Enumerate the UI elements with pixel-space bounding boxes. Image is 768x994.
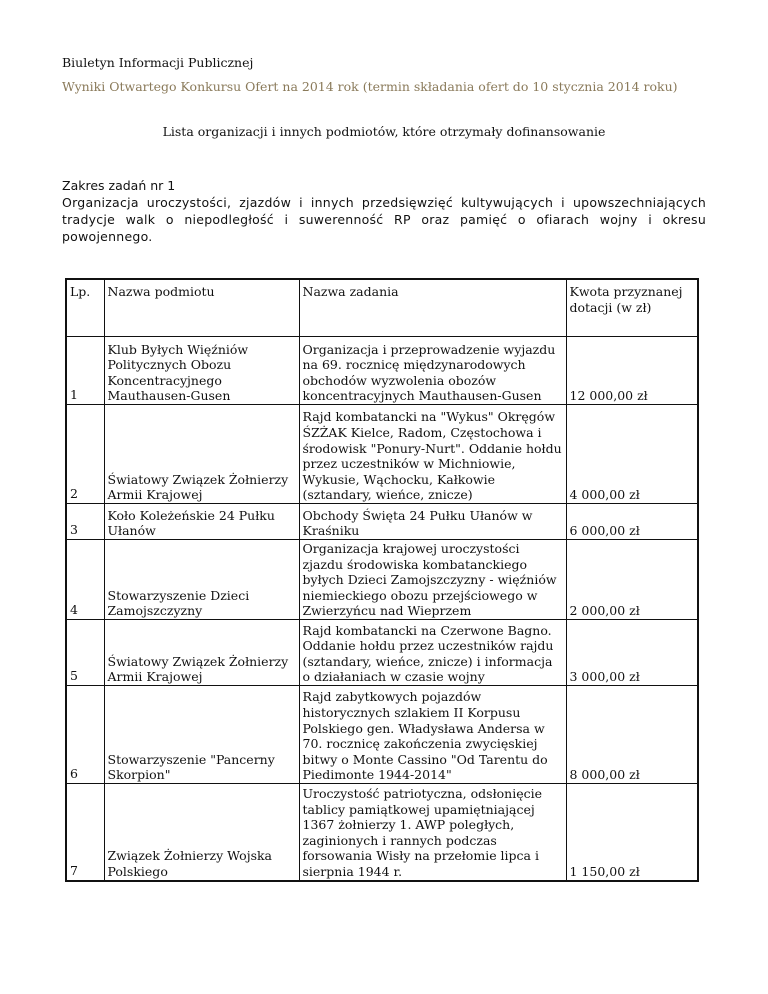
row-lp: 3 <box>66 504 104 540</box>
row-lp: 4 <box>66 540 104 620</box>
table-row <box>66 504 698 540</box>
header-task: Nazwa zadania <box>299 279 566 337</box>
row-amount: 8 000,00 zł <box>566 686 698 784</box>
row-amount: 4 000,00 zł <box>566 405 698 504</box>
row-entity: Stowarzyszenie "Pancerny Skorpion" <box>104 686 299 784</box>
row-task: Organizacja krajowej uroczystości zjazdu środowiska kombatanckiego byłych Dzieci Zamojszczyzny - więźniów niemieckiego obozu przejściowego w Zwierzyńcu nad Wieprzem <box>299 540 566 620</box>
table-header-row <box>66 279 698 337</box>
table-row <box>66 405 698 504</box>
row-entity: Klub Byłych Więźniów Politycznych Obozu Koncentracyjnego Mauthausen-Gusen <box>104 337 299 405</box>
row-lp: 5 <box>66 620 104 686</box>
scope-description: Organizacja uroczystości, zjazdów i innych przedsięwzięć kultywujących i upowszechniających tradycje walk o niepodległość i suwerenność RP oraz pamięć o ofiarach wojny i okresu powojennego. <box>62 195 706 244</box>
row-entity: Związek Żołnierzy Wojska Polskiego <box>104 784 299 881</box>
row-task: Organizacja i przeprowadzenie wyjazdu na 69. rocznicę międzynarodowych obchodów wyzwolenia obozów koncentracyjnych Mauthausen-Gusen <box>299 337 566 405</box>
header-lp: Lp. <box>66 279 104 337</box>
row-amount: 1 150,00 zł <box>566 784 698 881</box>
row-lp: 6 <box>66 686 104 784</box>
row-amount: 12 000,00 zł <box>566 337 698 405</box>
list-heading: Lista organizacji i innych podmiotów, które otrzymały dofinansowanie <box>162 124 606 139</box>
row-entity: Stowarzyszenie Dzieci Zamojszczyzny <box>104 540 299 620</box>
row-amount: 3 000,00 zł <box>566 620 698 686</box>
row-task: Uroczystość patriotyczna, odsłonięcie tablicy pamiątkowej upamiętniającej 1367 żołnierzy 1. AWP poległych, zaginionych i rannych podczas forsowania Wisły na przełomie lipca i sierpnia 1944 r. <box>299 784 566 881</box>
header-amount: Kwota przyznanej dotacji (w zł) <box>566 279 698 337</box>
row-amount: 2 000,00 zł <box>566 540 698 620</box>
row-entity: Koło Koleżeńskie 24 Pułku Ułanów <box>104 504 299 540</box>
row-lp: 2 <box>66 405 104 504</box>
table-row <box>66 337 698 405</box>
table-row <box>66 686 698 784</box>
row-lp: 1 <box>66 337 104 405</box>
row-task: Rajd zabytkowych pojazdów historycznych szlakiem II Korpusu Polskiego gen. Władysława Andersa w 70. rocznicę zakończenia zwycięskiej bitwy o Monte Cassino "Od Tarentu do Piedimonte 1944-2014" <box>299 686 566 784</box>
row-task: Rajd kombatancki na Czerwone Bagno. Oddanie hołdu przez uczestników rajdu (sztandary, wieńce, znicze) i informacja o działaniach w czasie wojny <box>299 620 566 686</box>
grants-table <box>65 278 699 882</box>
row-lp: 7 <box>66 784 104 881</box>
row-entity: Światowy Związek Żołnierzy Armii Krajowej <box>104 405 299 504</box>
table-row <box>66 540 698 620</box>
contest-results-subtitle: Wyniki Otwartego Konkursu Ofert na 2014 rok (termin składania ofert do 10 stycznia 2014 roku) <box>62 79 678 94</box>
table-row <box>66 620 698 686</box>
row-entity: Światowy Związek Żołnierzy Armii Krajowej <box>104 620 299 686</box>
row-amount: 6 000,00 zł <box>566 504 698 540</box>
row-task: Obchody Święta 24 Pułku Ułanów w Kraśniku <box>299 504 566 540</box>
table-row <box>66 784 698 881</box>
row-task: Rajd kombatancki na "Wykus" Okręgów ŚZŻAK Kielce, Radom, Częstochowa i środowisk "Ponury-Nurt". Oddanie hołdu przez uczestników w Michniowie, Wykusie, Wąchocku, Kałkowie (sztandary, wieńce, znicze) <box>299 405 566 504</box>
scope-section <box>62 177 706 245</box>
header-entity: Nazwa podmiotu <box>104 279 299 337</box>
scope-label: Zakres zadań nr 1 <box>62 178 176 193</box>
page-title: Biuletyn Informacji Publicznej <box>62 55 254 70</box>
